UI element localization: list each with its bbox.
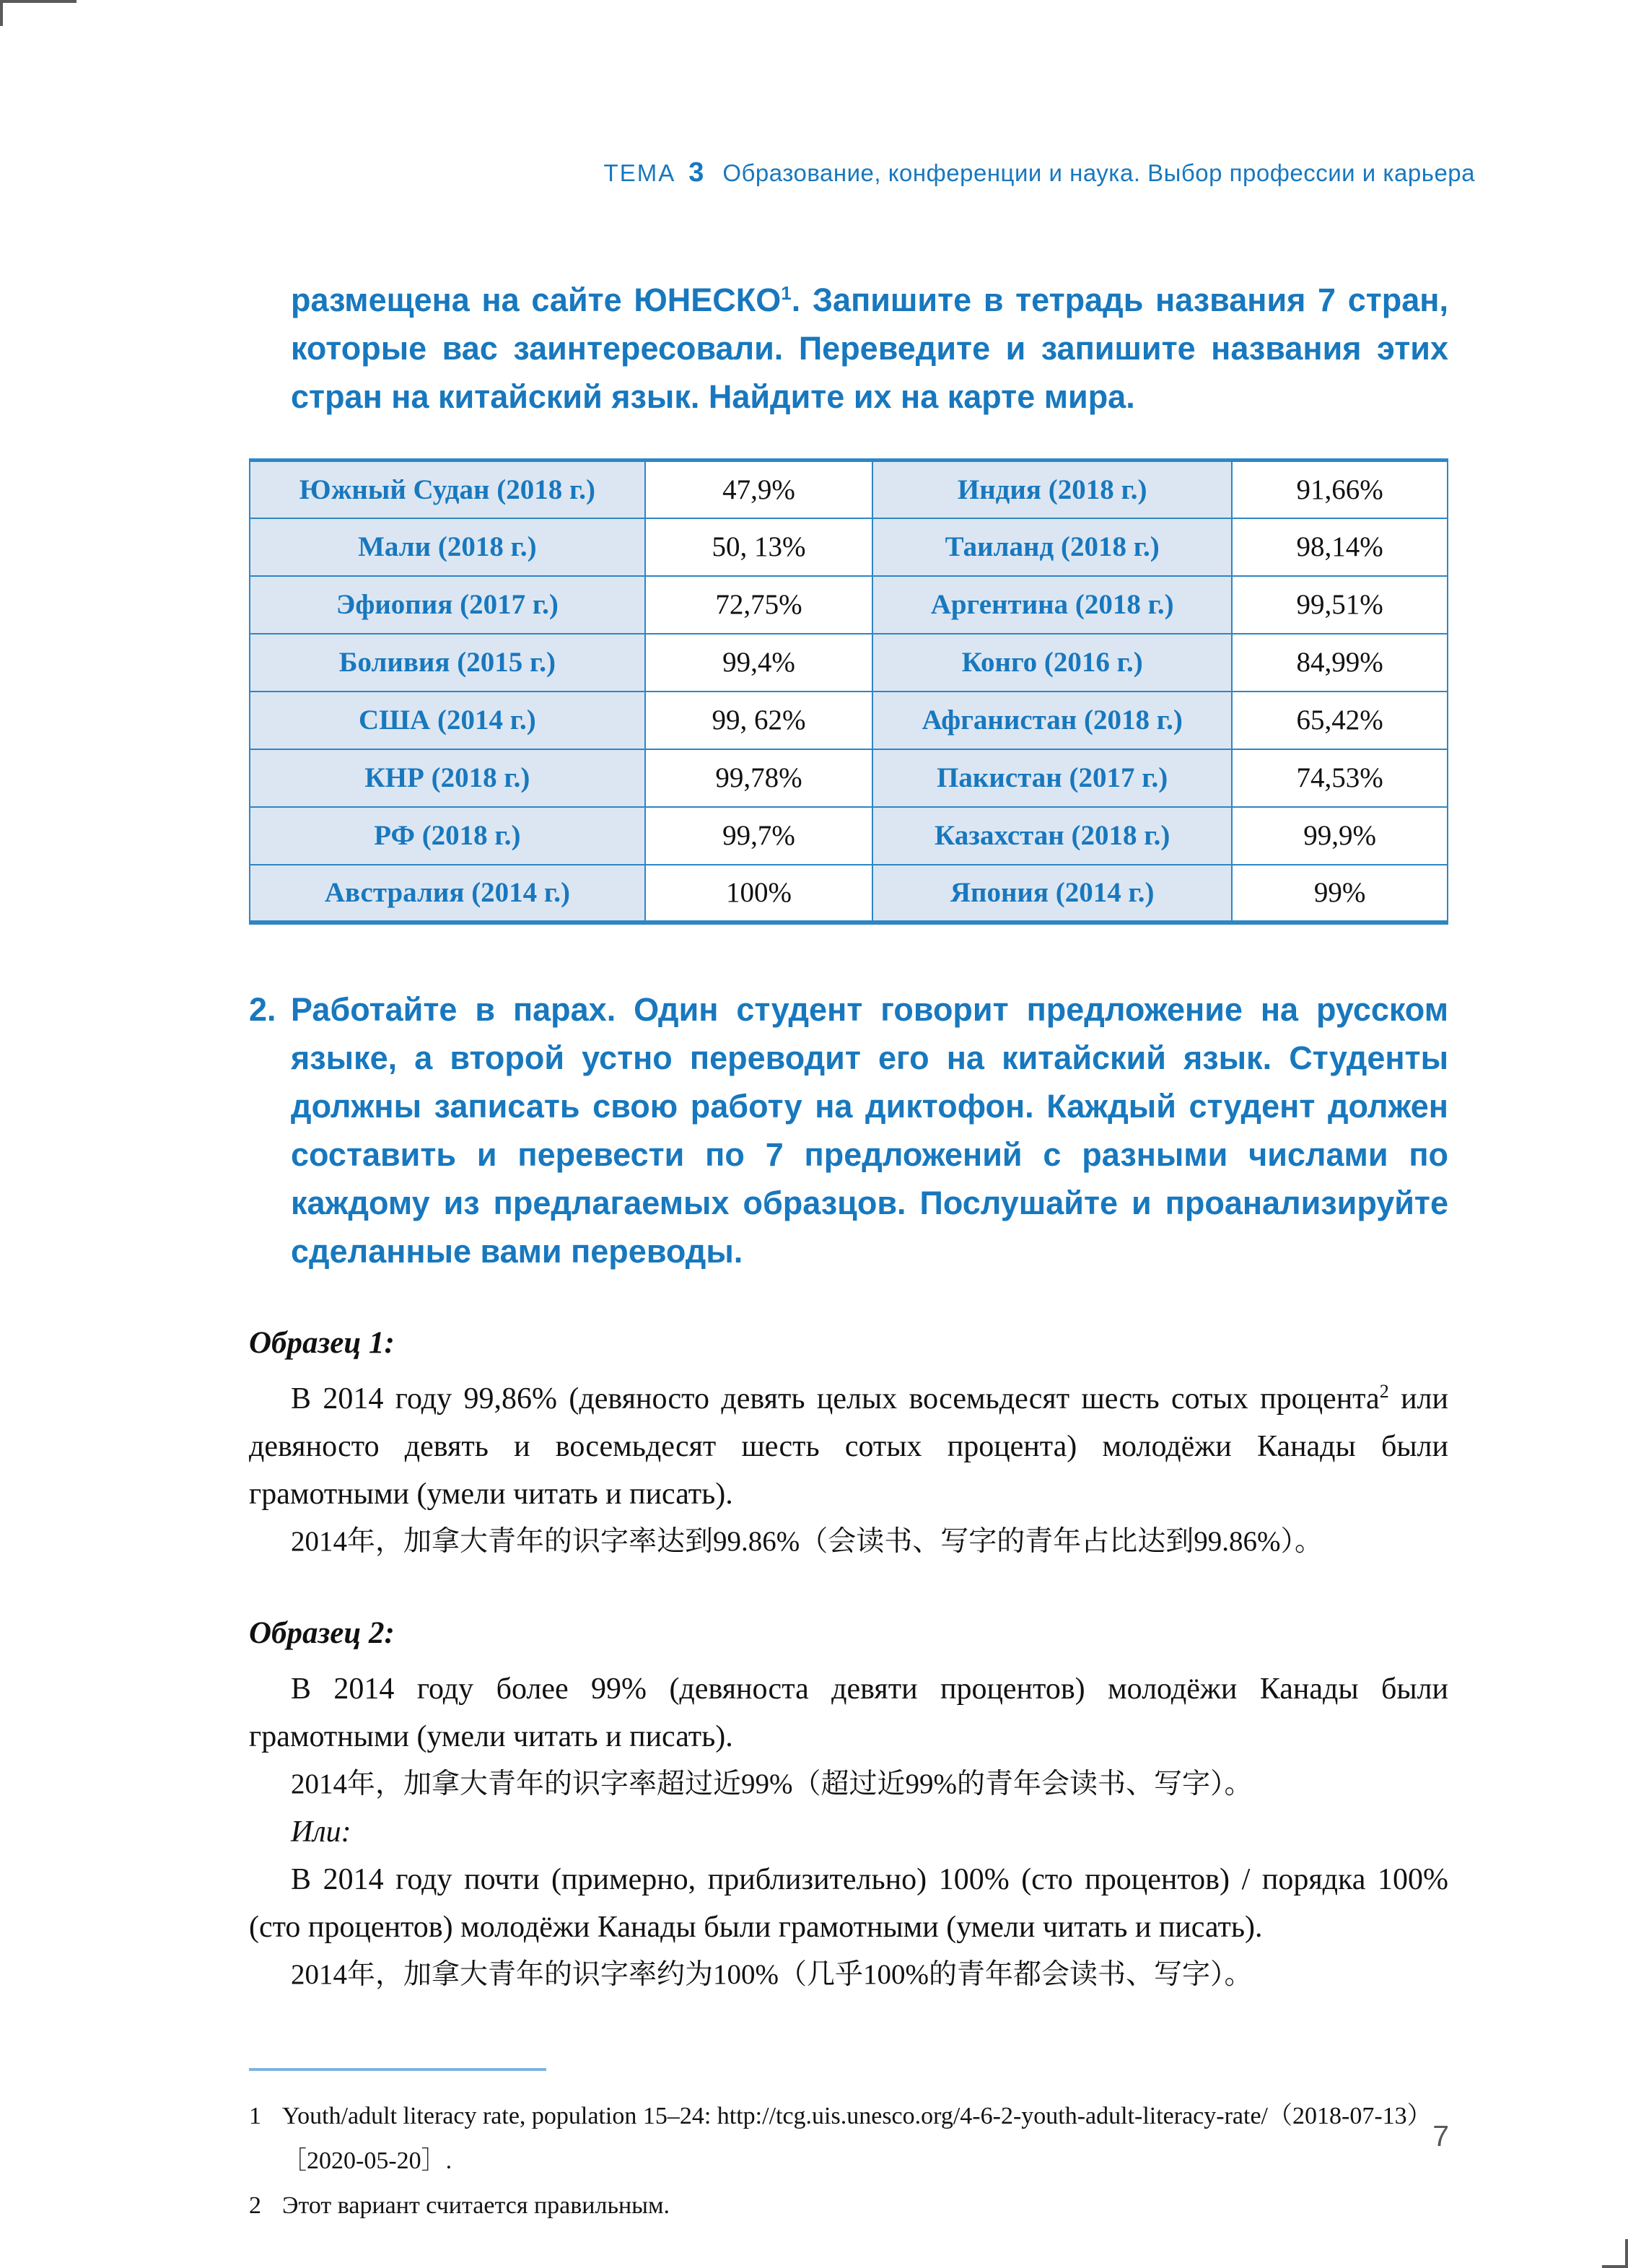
header-title: Образование, конференции и наука. Выбор профессии и карьера [722, 160, 1475, 186]
sample-1-russian-after-sup: или девяносто девять и восемьдесят шесть сотых процента) молодёжи Канады были грамотными (умели читать и писать). [249, 1382, 1448, 1511]
footnote-ref-1: 1 [781, 282, 792, 304]
country-cell: РФ (2018 г.) [250, 807, 645, 865]
country-cell: Таиланд (2018 г.) [872, 518, 1232, 576]
footnotes-section [249, 2068, 1448, 2228]
value-cell: 91,66% [1232, 461, 1448, 518]
country-cell: КНР (2018 г.) [250, 749, 645, 807]
country-cell: Аргентина (2018 г.) [872, 576, 1232, 634]
country-cell: Пакистан (2017 г.) [872, 749, 1232, 807]
intro-instruction [249, 276, 1448, 421]
country-cell: Мали (2018 г.) [250, 518, 645, 576]
table-row [250, 692, 1448, 749]
table-row [250, 749, 1448, 807]
intro-text-before-sup: размещена на сайте ЮНЕСКО [291, 282, 782, 318]
sample-1-heading: Образец 1: [249, 1325, 395, 1360]
value-cell: 74,53% [1232, 749, 1448, 807]
value-cell: 99,9% [1232, 807, 1448, 865]
table-row [250, 461, 1448, 518]
corner-mark-top-left [0, 0, 76, 26]
country-cell: Эфиопия (2017 г.) [250, 576, 645, 634]
table-row [250, 865, 1448, 923]
value-cell: 99% [1232, 865, 1448, 923]
sample-1-russian-before-sup: В 2014 году 99,86% (девяносто девять целых восемьдесят шесть сотых процента [291, 1382, 1380, 1416]
page-number: 7 [1432, 2119, 1449, 2153]
value-cell: 98,14% [1232, 518, 1448, 576]
country-cell: Индия (2018 г.) [872, 461, 1232, 518]
sample-1-chinese: 2014年，加拿大青年的识字率达到99.86%（会读书、写字的青年占比达到99.86%）。 [291, 1525, 1323, 1557]
footnote-2-number: 2 [249, 2191, 261, 2219]
sample-2-or-label: Или: [291, 1815, 351, 1849]
value-cell: 100% [645, 865, 872, 923]
value-cell: 47,9% [645, 461, 872, 518]
sample-2-russian-2: В 2014 году почти (примерно, приблизительно) 100% (сто процентов) / порядка 100% (сто процентов) молодёжи Канады были грамотными (умели читать и писать). [249, 1862, 1448, 1944]
literacy-table [249, 458, 1448, 925]
table-row [250, 518, 1448, 576]
table-row [250, 634, 1448, 692]
sample-1-russian [249, 1375, 1448, 1518]
sample-2-heading: Образец 2: [249, 1615, 395, 1650]
task-2-text: Работайте в парах. Один студент говорит предложение на русском языке, а второй устно переводит его на китайский язык. Студенты должны записать свою работу на диктофон. Каждый студент должен составить и перевести по 7 предложений с разными числами по каждому из предлагаемых образцов. Послушайте и проанализируйте сделанные вами переводы. [291, 990, 1448, 1270]
running-header [604, 157, 1475, 188]
country-cell: Япония (2014 г.) [872, 865, 1232, 923]
country-cell: Боливия (2015 г.) [250, 634, 645, 692]
task-number: 2. [249, 990, 276, 1028]
value-cell: 84,99% [1232, 634, 1448, 692]
footnote-ref-2: 2 [1379, 1380, 1389, 1402]
table-row [250, 576, 1448, 634]
tema-number: 3 [688, 157, 704, 188]
country-cell: Южный Судан (2018 г.) [250, 461, 645, 518]
value-cell: 99,7% [645, 807, 872, 865]
sample-2-chinese-2: 2014年，加拿大青年的识字率约为100%（几乎100%的青年都会读书、写字）。 [291, 1958, 1253, 1990]
footnote-1-text: Youth/adult literacy rate, population 15–24: http://tcg.uis.unesco.org/4-6-2-youth-adult-literacy-rate/（2018-07-13）［2020-05-20］. [282, 2102, 1432, 2174]
footnote-rule [249, 2068, 546, 2071]
country-cell: Австралия (2014 г.) [250, 865, 645, 923]
country-cell: Казахстан (2018 г.) [872, 807, 1232, 865]
value-cell: 99,78% [645, 749, 872, 807]
country-cell: Конго (2016 г.) [872, 634, 1232, 692]
sample-2-russian-1: В 2014 году более 99% (девяноста девяти процентов) молодёжи Канады были грамотными (умели читать и писать). [249, 1672, 1448, 1753]
tema-label: ТЕМА [603, 160, 676, 186]
value-cell: 99,51% [1232, 576, 1448, 634]
sample-2-chinese-1: 2014年，加拿大青年的识字率超过近99%（超过近99%的青年会读书、写字）。 [291, 1768, 1253, 1800]
value-cell: 72,75% [645, 576, 872, 634]
value-cell: 99, 62% [645, 692, 872, 749]
corner-mark-bottom-right [1602, 2239, 1628, 2268]
value-cell: 65,42% [1232, 692, 1448, 749]
footnote-2-text: Этот вариант считается правильным. [282, 2191, 670, 2219]
country-cell: Афганистан (2018 г.) [872, 692, 1232, 749]
task-2-instruction [249, 985, 1448, 1275]
intro-text-after-sup: . Запишите в тетрадь названия 7 стран, которые вас заинтересовали. Переведите и запишите названия этих стран на китайский язык. Найдите их на карте мира. [291, 282, 1448, 415]
main-content [249, 276, 1448, 2228]
footnote-1 [249, 2094, 1448, 2184]
value-cell: 99,4% [645, 634, 872, 692]
country-cell: США (2014 г.) [250, 692, 645, 749]
footnote-1-number: 1 [249, 2102, 261, 2129]
value-cell: 50, 13% [645, 518, 872, 576]
table-row [250, 807, 1448, 865]
footnote-2 [249, 2184, 1448, 2228]
